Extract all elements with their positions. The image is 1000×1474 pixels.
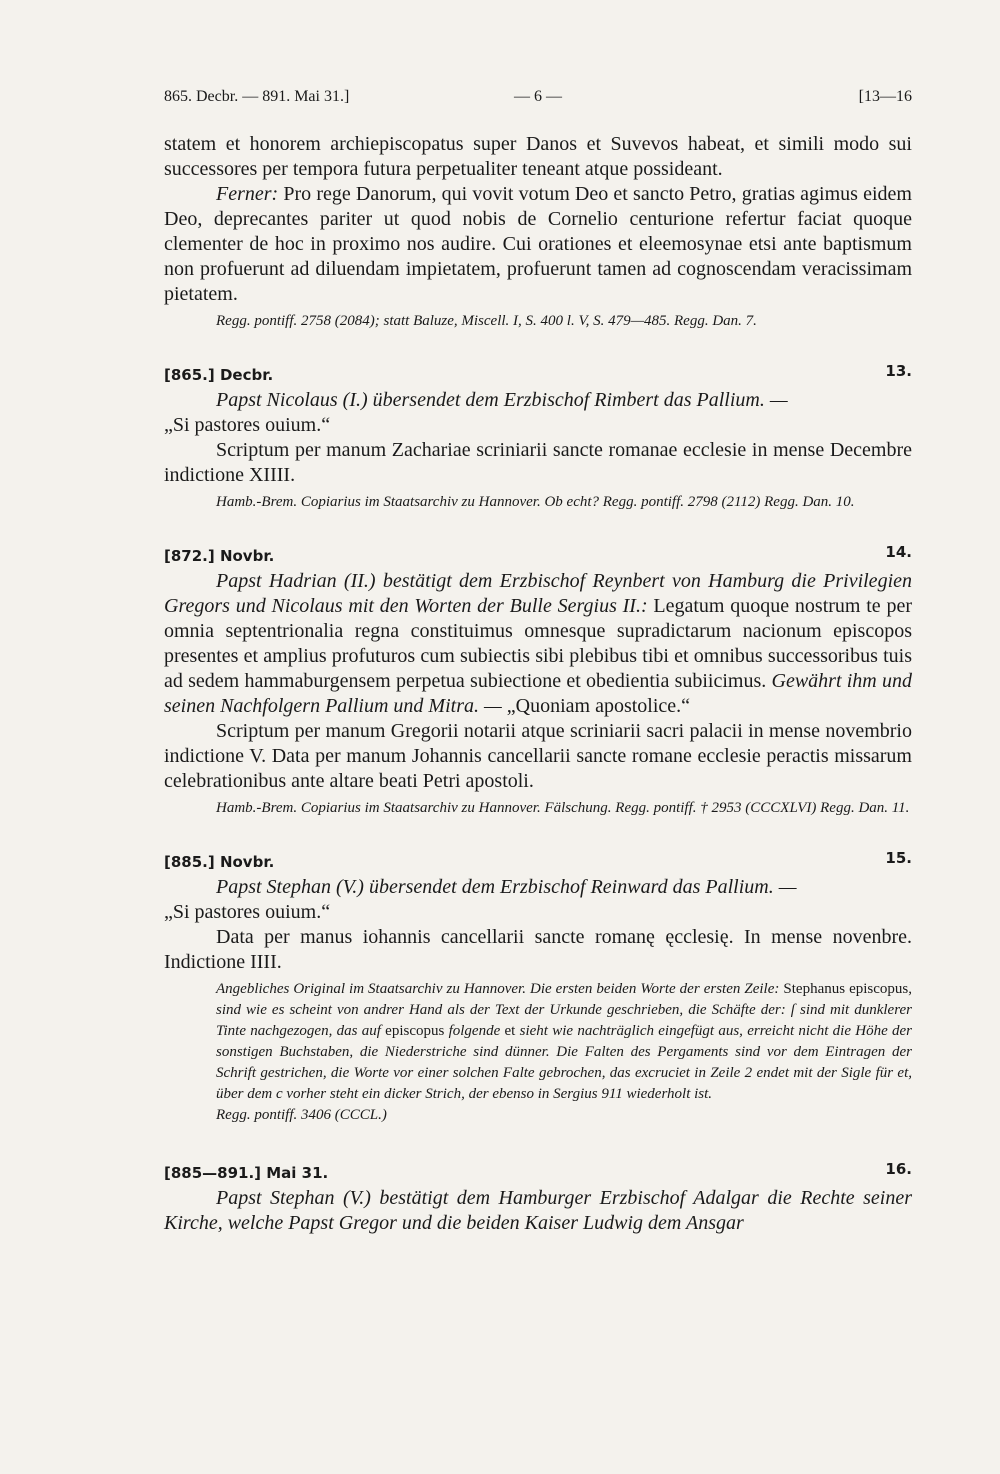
entry-13-date: [865.] Decbr. [164, 366, 274, 384]
entry-14-note: Hamb.-Brem. Copiarius im Staatsarchiv zu Hannover. Fälschung. Regg. pontiff. † 2953 (CCCXLVI) Regg. Dan. 11. [216, 800, 910, 816]
entry-14-incipit: „Quoniam apostolice.“ [501, 695, 691, 717]
entry-15-note-b: Stephanus episcopus, [779, 981, 912, 997]
entry-13-note: Hamb.-Brem. Copiarius im Staatsarchiv zu Hannover. Ob echt? Regg. pontiff. 2798 (2112) Regg. Dan. 10. [216, 494, 855, 510]
entry-16-header [164, 1160, 912, 1186]
entry-14-text: Scriptum per manum Gregorii notarii atque scriniarii sacri palacii in mense novembrio indictione V. Data per manum Johannis cancellarii sancte romane ecclesie peractis missarum celebrationibus ante altare beati Petri apostoli. [164, 720, 912, 792]
entry-15-text: Data per manus iohannis cancellarii sancte romanę ęcclesię. In mense novenbre. Indictione IIII. [164, 926, 912, 973]
entry-14-number: 14. [885, 543, 912, 561]
intro-paragraph-2 [164, 182, 912, 307]
entry-15-note-f: et [500, 1023, 516, 1039]
entry-14-date: [872.] Novbr. [164, 547, 275, 565]
intro-note: Regg. pontiff. 2758 (2084); statt Baluze, Miscell. I, S. 400 l. V, S. 479—485. Regg. Dan. 7. [216, 313, 757, 329]
entry-15-incipit: „Si pastores ouium.“ [164, 901, 331, 923]
entry-13-title: Papst Nicolaus (I.) übersendet dem Erzbischof Rimbert das Pallium. — [216, 389, 788, 411]
running-header [164, 88, 912, 114]
entry-16-date: [885—891.] Mai 31. [164, 1164, 329, 1182]
entry-15-number: 15. [885, 849, 912, 867]
entry-15-note [164, 979, 912, 1105]
entry-15-note-2: Regg. pontiff. 3406 (CCCL.) [216, 1107, 387, 1123]
entry-15-note-g: sieht wie nachträglich eingefügt aus, erreicht nicht die Höhe der sonstigen Buchstaben, die Niederstriche sind dünner. Die Falten des Pergaments sind vor dem Eintragen der Schrift gestrichen, die Worte vor einer solchen Falte gebrochen, das excruciet in Zeile 2 endet mit der Sigle für et, über dem c vorher steht ein dicker Strich, der ebenso in Sergius 911 wiederholt ist. [216, 1023, 913, 1102]
entry-14-title: Papst Hadrian (II.) bestätigt dem Erzbischof Reynbert von Hamburg die Privilegien Gregors und Nicolaus mit den Worten der Bulle Sergius II.: [164, 570, 912, 617]
entry-14-header [164, 543, 912, 569]
entry-14-paragraph [164, 569, 912, 719]
page-number: — 6 — [514, 88, 562, 105]
entry-15-note-c: sind wie es scheint von andrer Hand als der Text der Urkunde geschrieben, die Schäfte der: ſ sind mit dunklerer Tinte nachgezogen, das auf [216, 1002, 912, 1039]
entry-15-date: [885.] Novbr. [164, 853, 275, 871]
entry-16-number: 16. [885, 1160, 912, 1178]
entry-13-header [164, 362, 912, 388]
entry-15-header [164, 849, 912, 875]
entry-14-text1: Legatum quoque nostrum te per omnia septentrionalia regna constituimus omnesque supradictarum nacionum episcopos presentes et amplius profuturos cum subiectis sibi plebibus tibi et omnibus successoribus tuis ad sedem hammaburgensem perpetua subiectione et obedientia subiicimus. [164, 595, 912, 692]
page-body [164, 132, 912, 1236]
entry-13-text: Scriptum per manum Zachariae scriniarii sancte romanae ecclesie in mense Decembre indictione XIIII. [164, 439, 912, 486]
entry-14-title2: Gewährt ihm und seinen Nachfolgern Pallium und Mitra. — [164, 670, 912, 717]
intro-paragraph-2-text: Pro rege Danorum, qui vovit votum Deo et sancto Petro, gratias agimus eidem Deo, deprecantes pariter ut quod nobis de Cornelio centurione refertur faciat quoque clementer de hoc in proximo nos audire. Cui orationes et eleemosynae etsi ante baptismum non profuerunt ad diluendam impietatem, profuerunt tamen ad cognoscendam veracissimam pietatem. [164, 183, 912, 305]
ferner-label: Ferner: [216, 183, 279, 205]
entry-15-note-e: folgende [444, 1023, 501, 1039]
entry-13-incipit: „Si pastores ouium.“ [164, 414, 331, 436]
entry-15-note-d: episcopus [380, 1023, 445, 1039]
header-date-range: 865. Decbr. — 891. Mai 31.] [164, 88, 350, 105]
intro-paragraph-1: statem et honorem archiepiscopatus super Danos et Suvevos habeat, et simili modo sui successores per tempora futura perpetualiter teneant atque possideant. [164, 133, 912, 180]
header-entry-range: [13—16 [858, 88, 912, 105]
entry-16-title: Papst Stephan (V.) bestätigt dem Hamburger Erzbischof Adalgar die Rechte seiner Kirche, welche Papst Gregor und die beiden Kaiser Ludwig dem Ansgar [164, 1187, 912, 1234]
entry-13-number: 13. [885, 362, 912, 380]
entry-15-note-a: Angebliches Original im Staatsarchiv zu Hannover. Die ersten beiden Worte der ersten Zeile: [216, 981, 780, 997]
entry-15-title: Papst Stephan (V.) übersendet dem Erzbischof Reinward das Pallium. — [216, 876, 797, 898]
